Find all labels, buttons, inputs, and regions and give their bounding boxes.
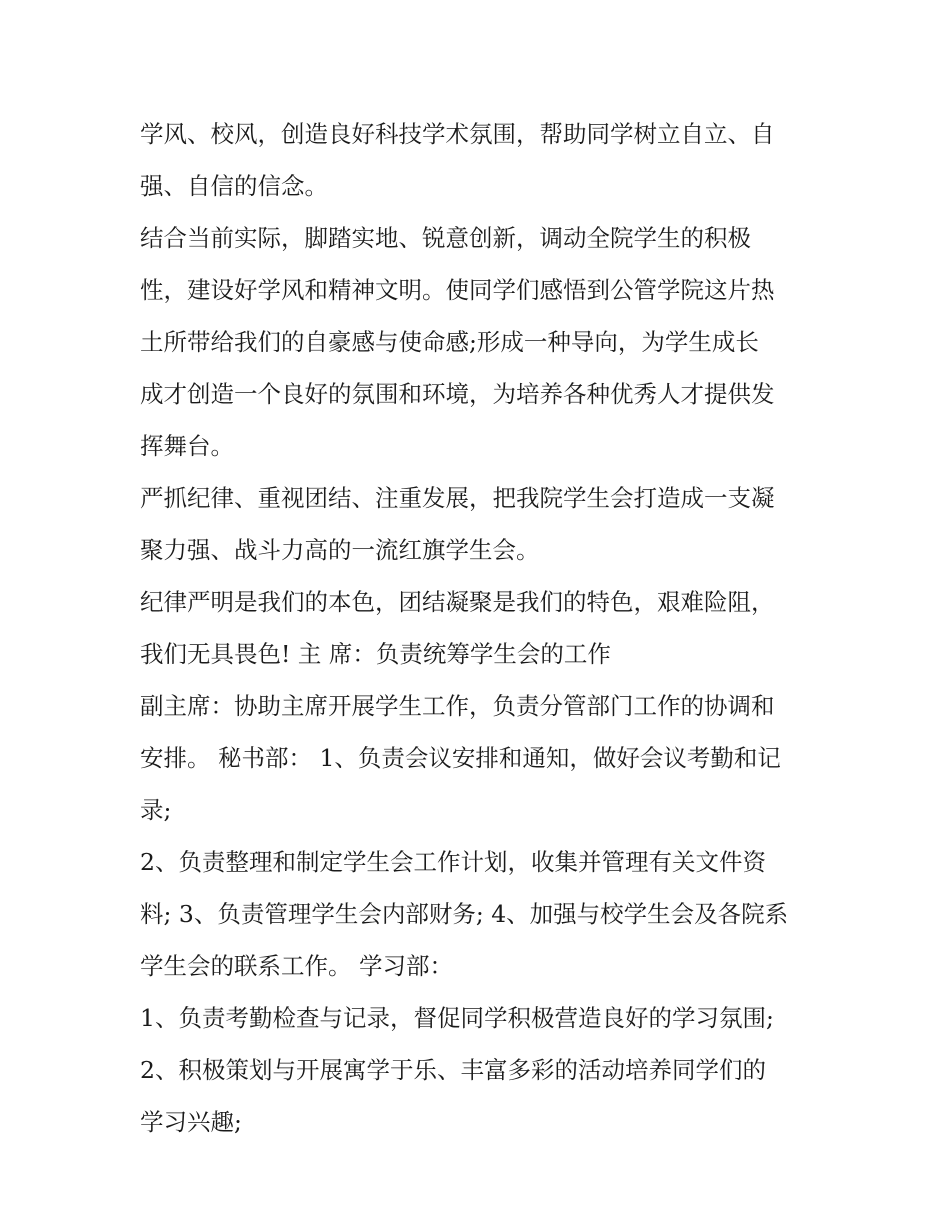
text-line: 土所带给我们的自豪感与使命感;形成一种导向，为学生成长 bbox=[140, 328, 759, 356]
text-line: 学习兴趣; bbox=[140, 1108, 242, 1136]
text-line: 聚力强、战斗力高的一流红旗学生会。 bbox=[140, 536, 540, 564]
text-line: 结合当前实际，脚踏实地、锐意创新，调动全院学生的积极 bbox=[140, 224, 751, 252]
text-line: 学风、校风，创造良好科技学术氛围，帮助同学树立自立、自 bbox=[140, 120, 775, 148]
text-line: 1、负责考勤检查与记录，督促同学积极营造良好的学习氛围; bbox=[140, 1004, 774, 1032]
text-line: 成才创造一个良好的氛围和环境，为培养各种优秀人才提供发 bbox=[140, 380, 775, 408]
text-line: 录; bbox=[140, 796, 172, 824]
document-body bbox=[140, 108, 820, 1148]
text-line: 学生会的联系工作。 学习部： bbox=[140, 952, 453, 980]
text-line: 挥舞台。 bbox=[140, 432, 234, 460]
text-line: 性，建设好学风和精神文明。使同学们感悟到公管学院这片热 bbox=[140, 276, 775, 304]
text-line: 安排。 秘书部： 1、负责会议安排和通知，做好会议考勤和记 bbox=[140, 744, 781, 772]
text-line: 料; 3、负责管理学生会内部财务; 4、加强与校学生会及各院系 bbox=[140, 900, 789, 928]
text-line: 2、负责整理和制定学生会工作计划，收集并管理有关文件资 bbox=[140, 848, 766, 876]
text-line: 强、自信的信念。 bbox=[140, 172, 328, 200]
text-line: 严抓纪律、重视团结、注重发展，把我院学生会打造成一支凝 bbox=[140, 484, 775, 512]
text-line: 2、积极策划与开展寓学于乐、丰富多彩的活动培养同学们的 bbox=[140, 1056, 766, 1084]
text-line: 我们无具畏色! 主 席：负责统筹学生会的工作 bbox=[140, 640, 611, 668]
text-line: 副主席：协助主席开展学生工作，负责分管部门工作的协调和 bbox=[140, 692, 775, 720]
text-line: 纪律严明是我们的本色，团结凝聚是我们的特色，艰难险阻， bbox=[140, 588, 775, 616]
